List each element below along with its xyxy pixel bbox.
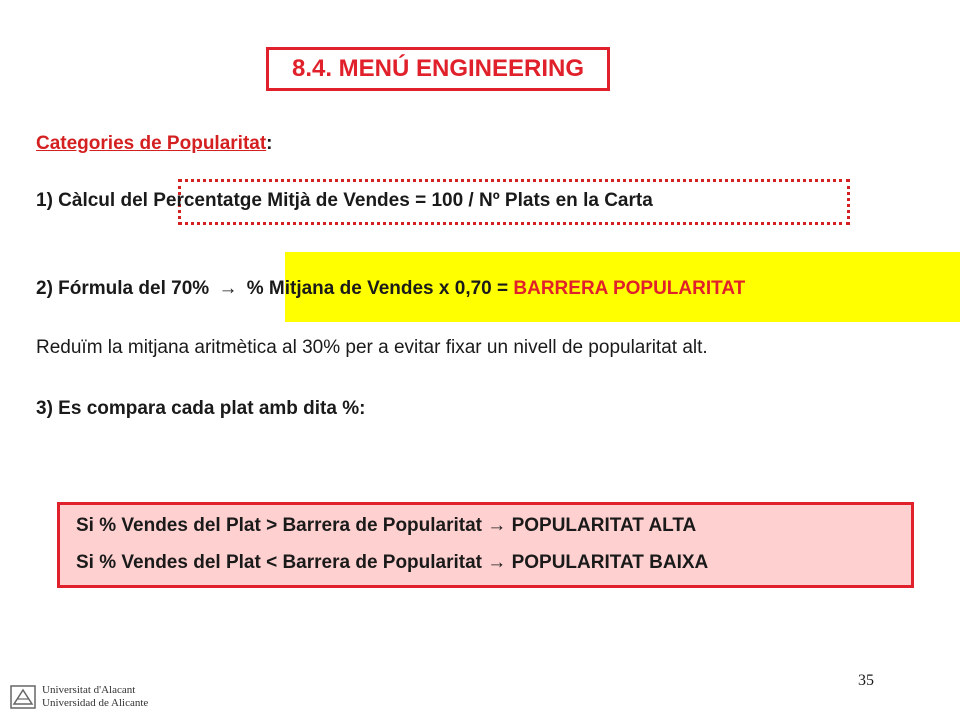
university-name-line1: Universitat d'Alacant [42,684,136,696]
slide-title: 8.4. MENÚ ENGINEERING [291,55,585,82]
note-text: Reduïm la mitjana aritmètica al 30% per a evitar fixar un nivell de popularitat alt. [36,337,708,358]
right-arrow-icon: → [487,552,507,573]
slide-title-box [266,47,610,91]
popularity-rules-box [57,502,914,588]
rule-row [76,513,911,550]
step-2-formula: % Mitjana de Vendes x 0,70 = [246,278,514,299]
page-number: 35 [858,672,874,689]
step-2-prefix: 2) Fórmula del 70% [36,278,210,299]
rule-row [76,550,911,587]
category-heading-text: Categories de Popularitat [36,133,267,154]
university-logo [10,684,148,710]
step-2-result: BARRERA POPULARITAT [513,278,746,299]
university-name-line2: Universidad de Alicante [42,697,149,709]
university-emblem-icon [10,685,36,709]
step-3-text: 3) Es compara cada plat amb dita %: [36,398,366,419]
rule-condition: Si % Vendes del Plat > Barrera de Popularitat [76,515,483,536]
right-arrow-icon: → [218,278,238,299]
university-name [42,684,148,710]
category-heading [36,133,273,155]
category-heading-colon: : [266,133,273,154]
step-1-text: 1) Càlcul del Percentatge Mitjà de Vendes = 100 / Nº Plats en la Carta [36,190,653,211]
rule-condition: Si % Vendes del Plat < Barrera de Popularitat [76,552,483,573]
rule-result: POPULARITAT BAIXA [511,552,709,573]
step-2-line [36,278,745,300]
right-arrow-icon: → [487,515,507,536]
rule-result: POPULARITAT ALTA [511,515,697,536]
